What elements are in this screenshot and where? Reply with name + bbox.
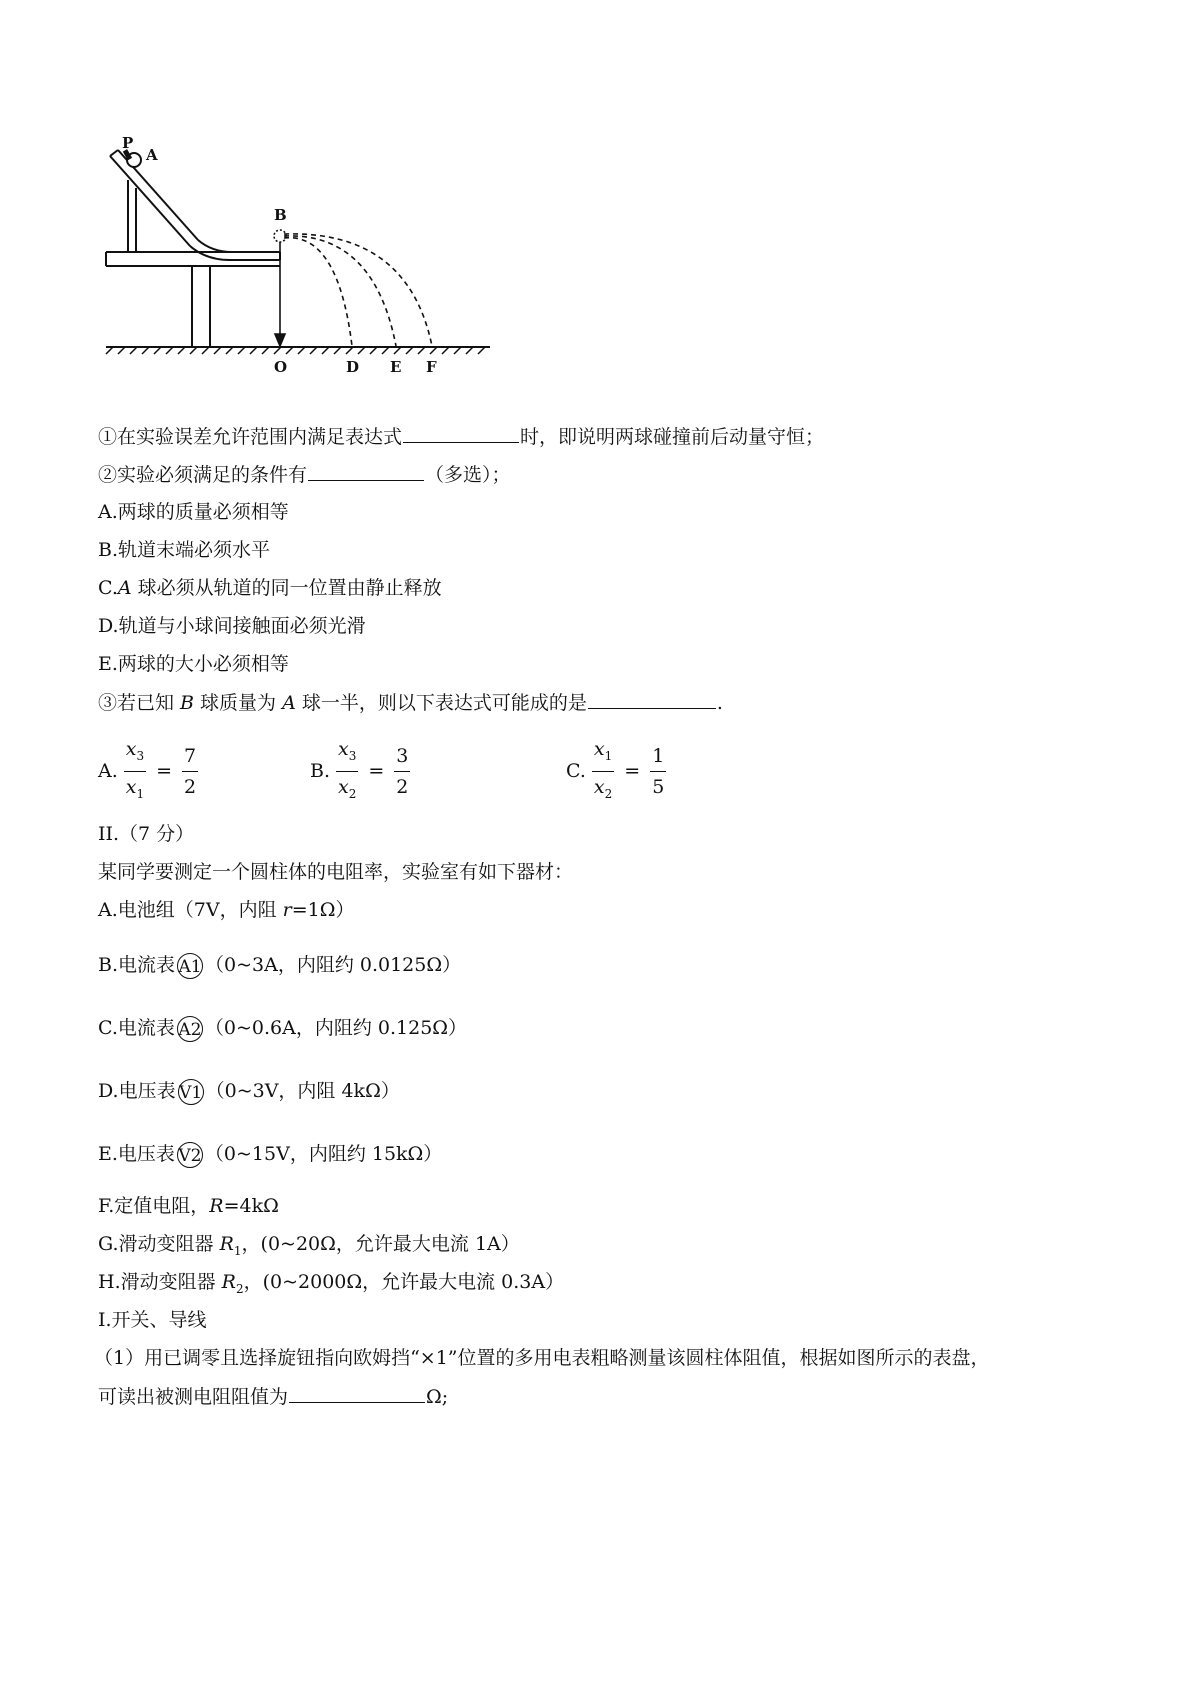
ammeter-a1-symbol: A1	[177, 953, 203, 979]
equipment-f	[98, 1192, 279, 1220]
q1-c-end: .	[716, 692, 723, 714]
q1-a-prefix: ①在实验误差允许范围内满足表达式	[98, 426, 403, 448]
var: x	[593, 775, 605, 798]
equipment-h	[98, 1268, 564, 1303]
choice-c-label: C.	[566, 760, 586, 783]
choice-b	[310, 738, 416, 805]
q1-conditions-line	[98, 460, 511, 489]
label-O: O	[274, 358, 288, 376]
item-f-var: R	[209, 1195, 224, 1217]
answer-blank-1[interactable]	[403, 422, 519, 443]
choice-c-lhs	[592, 738, 614, 805]
label-F: F	[426, 358, 437, 376]
item-a-var: r	[282, 899, 292, 921]
item-g-suffix: ，(0~20Ω，允许最大电流 1A）	[241, 1233, 520, 1255]
q1-c-prefix: ③若已知	[98, 692, 181, 714]
item-h-suffix: ，(0~2000Ω，允许最大电流 0.3A）	[243, 1271, 565, 1293]
ground	[106, 347, 490, 354]
item-d-suffix: （0~3V，内阻 4kΩ）	[205, 1080, 400, 1102]
var: x	[338, 775, 349, 798]
voltmeter-v2-symbol: V2	[177, 1142, 203, 1168]
var: x	[593, 738, 605, 760]
choice-b-rhs	[394, 745, 410, 798]
option-e: E.两球的大小必须相等	[98, 653, 289, 675]
plumb-line	[275, 242, 285, 346]
equipment-c	[98, 1014, 467, 1042]
choice-c-rhs	[650, 745, 666, 798]
choice-a-lhs	[124, 738, 146, 805]
item-d-prefix: D.电压表	[98, 1080, 176, 1102]
q1-b-suffix: （多选）；	[425, 464, 511, 486]
item-g-prefix: G.滑动变阻器	[98, 1233, 220, 1255]
sub: 1	[136, 786, 145, 801]
voltmeter-v1-symbol: V1	[178, 1079, 204, 1105]
item-b-prefix: B.电流表	[98, 954, 176, 976]
option-c-var: A	[117, 577, 132, 599]
item-h-prefix: H.滑动变阻器	[98, 1271, 222, 1293]
item-a-prefix: A.电池组（7V，内阻	[98, 899, 283, 921]
equipment-b	[98, 951, 461, 979]
choice-c	[566, 738, 672, 805]
item-h-var: R	[221, 1271, 236, 1293]
choice-a	[98, 738, 204, 805]
answer-blank-2[interactable]	[308, 460, 424, 481]
num: 7	[182, 745, 198, 772]
choice-b-lhs	[336, 738, 358, 805]
equipment-e	[98, 1140, 442, 1168]
answer-blank-3[interactable]	[588, 688, 716, 709]
ammeter-a2-symbol: A2	[177, 1016, 203, 1042]
equipment-a	[98, 896, 354, 924]
item-f-suffix: =4kΩ	[223, 1195, 279, 1217]
option-d: D.轨道与小球间接触面必须光滑	[98, 615, 366, 637]
choice-b-label: B.	[310, 760, 331, 783]
option-b: B.轨道末端必须水平	[98, 539, 271, 561]
part1-prefix: 可读出被测电阻阻值为	[98, 1386, 289, 1408]
q1-c-ball-b: B	[180, 692, 195, 714]
item-c-suffix: （0~0.6A，内阻约 0.125Ω）	[204, 1017, 468, 1039]
q2-part1-line2	[98, 1382, 448, 1411]
item-b-suffix: （0~3A，内阻约 0.0125Ω）	[205, 954, 462, 976]
table	[106, 252, 280, 346]
q1-a-suffix: 时，即说明两球碰撞前后动量守恒；	[520, 426, 825, 448]
label-A: A	[146, 146, 158, 164]
item-f-prefix: F.定值电阻，	[98, 1195, 210, 1217]
trajectories	[284, 234, 432, 346]
q1-c-ball-a: A	[282, 692, 296, 714]
q2-header: II.（7 分）	[98, 823, 195, 845]
var: x	[125, 738, 137, 760]
item-g-sub: 1	[233, 1243, 242, 1258]
option-c-text: 球必须从轨道的同一位置由静止释放	[131, 577, 442, 599]
sub: 1	[604, 748, 613, 763]
track-supports	[128, 180, 136, 252]
label-E: E	[390, 358, 402, 376]
var: x	[125, 775, 137, 798]
item-e-prefix: E.电压表	[98, 1143, 175, 1165]
label-P: P	[122, 136, 134, 152]
part1-suffix: Ω;	[426, 1386, 449, 1408]
den: 2	[184, 775, 197, 798]
sub: 3	[348, 748, 357, 763]
item-a-suffix: =1Ω）	[291, 899, 355, 921]
equipment-g	[98, 1230, 520, 1265]
equals-sign: =	[368, 760, 385, 783]
collision-experiment-figure	[98, 136, 498, 411]
num: 3	[394, 745, 410, 772]
equipment-d	[98, 1077, 400, 1105]
item-c-prefix: C.电流表	[98, 1017, 175, 1039]
option-c-prefix: C.	[98, 577, 118, 599]
option-a: A.两球的质量必须相等	[98, 501, 289, 523]
var: x	[338, 738, 349, 760]
q1-c-suffix: 球一半，则以下表达式可能成的是	[295, 692, 587, 714]
label-D: D	[346, 358, 360, 376]
q2-part1-line1: （1）用已调零且选择旋钮指向欧姆挡“×1”位置的多用电表粗略测量该圆柱体阻值，根据如图所示的表盘，	[94, 1347, 990, 1369]
sub: 2	[348, 786, 357, 801]
item-e-suffix: （0~15V，内阻约 15kΩ）	[204, 1143, 443, 1165]
num: 1	[650, 745, 666, 772]
q1-mass-line	[98, 688, 723, 717]
sub: 3	[136, 748, 145, 763]
den: 2	[396, 775, 409, 798]
q2-intro: 某同学要测定一个圆柱体的电阻率，实验室有如下器材：	[98, 861, 574, 883]
equals-sign: =	[156, 760, 173, 783]
den: 5	[652, 775, 665, 798]
label-B: B	[274, 206, 287, 224]
equipment-i: I.开关、导线	[98, 1309, 207, 1331]
option-c	[98, 574, 442, 602]
equals-sign: =	[624, 760, 641, 783]
choice-a-rhs	[182, 745, 198, 798]
q1-b-prefix: ②实验必须满足的条件有	[98, 464, 308, 486]
choice-a-label: A.	[98, 760, 118, 783]
item-h-sub: 2	[235, 1281, 244, 1296]
answer-blank-4[interactable]	[289, 1382, 425, 1403]
q1-c-mid: 球质量为	[194, 692, 283, 714]
item-g-var: R	[219, 1233, 234, 1255]
sub: 2	[604, 786, 613, 801]
q1-expression-line	[98, 422, 824, 451]
